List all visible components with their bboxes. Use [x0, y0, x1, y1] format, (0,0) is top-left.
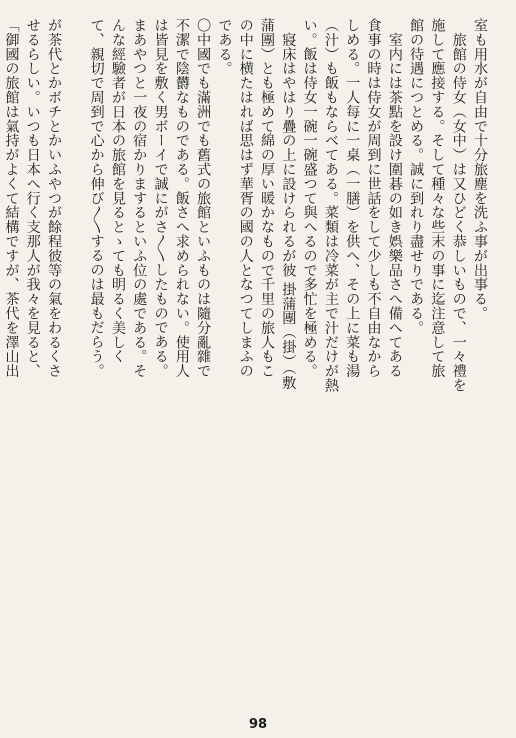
text-column: い。飯は侍女一碗一碗盛つて與へるので多忙を極める。	[301, 18, 318, 378]
text-column: 「御國の旅館は氣持がよくて結構ですが、茶代を澤山出	[3, 18, 20, 378]
vertical-text-body	[3, 18, 490, 710]
text-column: は皆見を敷く男ボーイで誠にがさ〳〵したものである。	[152, 18, 169, 378]
text-column: である。	[216, 18, 233, 76]
text-column: まあやつと一夜の宿かりまするといふ位の處である。そ	[131, 18, 148, 378]
page-number: 98	[248, 717, 268, 732]
text-column: 室も用水が自由で十分旅塵を洗ふ事が出事る。	[472, 18, 488, 321]
text-column: て、親切で周到で心から伸び〳〵するのは最もだらう。	[88, 18, 105, 378]
text-column: 蒲團）とも極めて綿の厚い暖かなもので千里の旅人もこ	[259, 18, 276, 378]
text-column: 施して應接する。そして種々な些末の事に迄注意して旅	[429, 18, 446, 378]
text-column: 室内には茶點を設け圍碁の如き娯樂品さへ備へてある	[386, 18, 403, 378]
text-column	[64, 18, 85, 710]
text-column: が茶代とかボチとかいふやつが餘程彼等の氣をわるくさ	[46, 18, 63, 378]
text-column: 旅館の侍女（女中）は又ひどく恭しいもので、一々禮を	[450, 18, 467, 393]
text-column: 館の待遇につとめる。誠に到れり盡せりである。	[408, 18, 425, 335]
text-column: （汁）も飯もならべてある。菜類は冷菜が主で汁だけが熱	[322, 18, 339, 393]
text-column: 食事の時は侍女が周到に世話をして少しも不自由なから	[365, 18, 382, 378]
text-column: んな經驗者が日本の旅館を見るとゝても明るく美しく	[109, 18, 126, 364]
text-column: 〇中國でも滿洲でも舊式の旅館といふものは隨分亂雜で	[195, 18, 212, 378]
text-column: しめる。一人每に一桌（一膳）を供へ、その上に菜も湯	[344, 18, 361, 378]
text-column: 不潔で陰欝なものである。飯さへ求められない。使用人	[173, 18, 190, 378]
text-column: 寢床はやはり疊の上に設けられるが彼 掛蒲團（掛）（敷	[280, 18, 297, 391]
text-column: の中に横たはれば思はず華胥の國の人となつてしまふの	[237, 18, 254, 378]
text-column: せるらしい。いつも日本へ行く支那人が我々を見ると、	[24, 18, 41, 378]
